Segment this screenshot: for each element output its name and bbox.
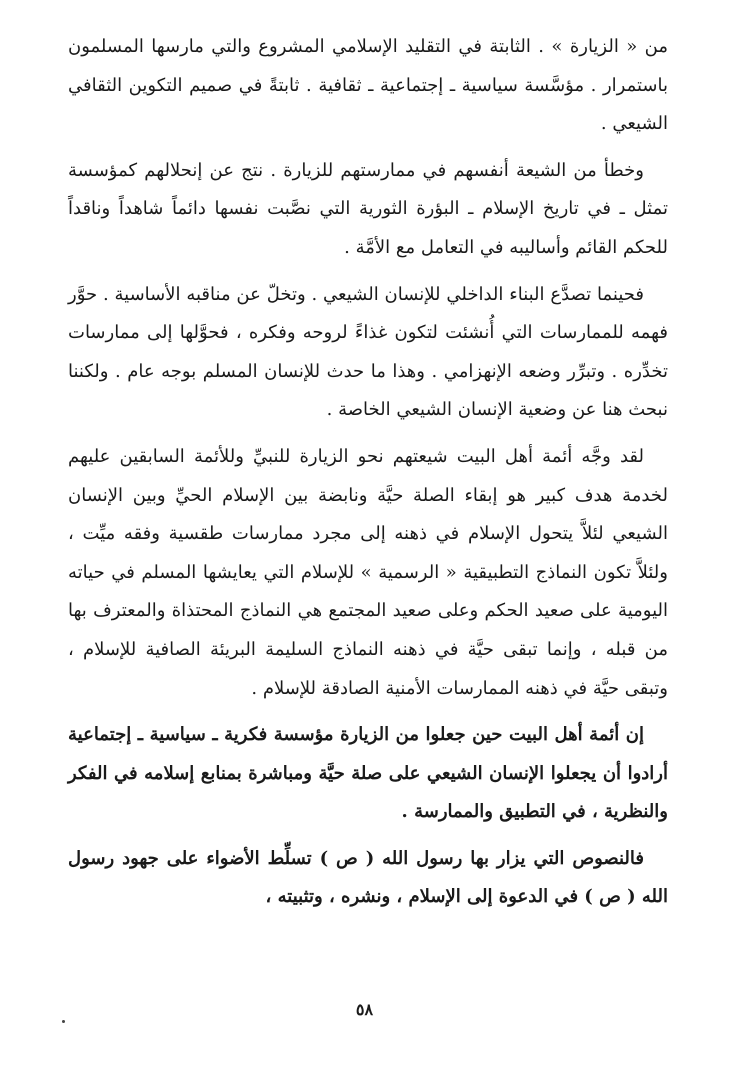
paragraph-4: لقد وجَّه أئمة أهل البيت شيعتهم نحو الزيارة للنبيِّ وللأئمة السابقين عليهم لخدمة هدف كبير هو إبقاء الصلة حيَّة ونابضة بين الإسلام الحيِّ وبين الإنسان الشيعي لئلاَّ يتحول الإسلام في ذهنه إلى مجرد ممارسات طقسية وفقه ميِّت ، ولئلاَّ تكون النماذج التطبيقية « الرسمية » للإسلام التي يعايشها المسلم في حياته اليومية على صعيد الحكم وعلى صعيد المجتمع هي النماذج المحتذاة والمعترف بها من قبله ، وإنما تبقى حيَّة في ذهنه النماذج السليمة البريئة الصافية للإسلام ، وتبقى حيَّة في ذهنه الممارسات الأمنية الصادقة للإسلام .	[68, 445, 668, 699]
paragraph-6: فالنصوص التي يزار بها رسول الله ( ص ) تسلِّط الأضواء على جهود رسول الله ( ص ) في الدعوة إلى الإسلام ، ونشره ، وتثبيته ،	[68, 847, 668, 908]
paragraph-5: إن أئمة أهل البيت حين جعلوا من الزيارة مؤسسة فكرية ـ سياسية ـ إجتماعية أرادوا أن يجعلوا الإنسان الشيعي على صلة حيَّة ومباشرة بمنابع إسلامه في الفكر والنظرية ، في التطبيق والممارسة .	[68, 724, 668, 823]
paragraph-3: فحينما تصدَّع البناء الداخلي للإنسان الشيعي . وتخلّ عن مناقبه الأساسية . حوَّر فهمه للممارسات التي أُنشئت لتكون غذاءً لروحه وفكره ، فحوَّلها إلى ممارسات تخدِّره . وتبرِّر وضعه الإنهزامي . وهذا ما حدث للإنسان المسلم بوجه عام . ولكننا نبحث هنا عن وضعية الإنسان الشيعي الخاصة .	[68, 283, 668, 421]
page-body	[68, 28, 668, 925]
paragraph-1: من « الزيارة » . الثابتة في التقليد الإسلامي المشروع والتي مارسها المسلمون باستمرار . مؤسَّسة سياسية ـ إجتماعية ـ ثقافية . ثابتةً في صميم التكوين الثقافي الشيعي .	[68, 36, 668, 135]
scan-mark	[62, 1020, 65, 1023]
paragraph-2: وخطأ من الشيعة أنفسهم في ممارستهم للزيارة . نتج عن إنحلالهم كمؤسسة تمثل ـ في تاريخ الإسلام ـ البؤرة الثورية التي نصَّبت نفسها دائماً شاهداً وناقداً للحكم القائم وأساليبه في التعامل مع الأمَّة .	[68, 159, 668, 258]
page-number: ٥٨	[355, 1000, 374, 1019]
